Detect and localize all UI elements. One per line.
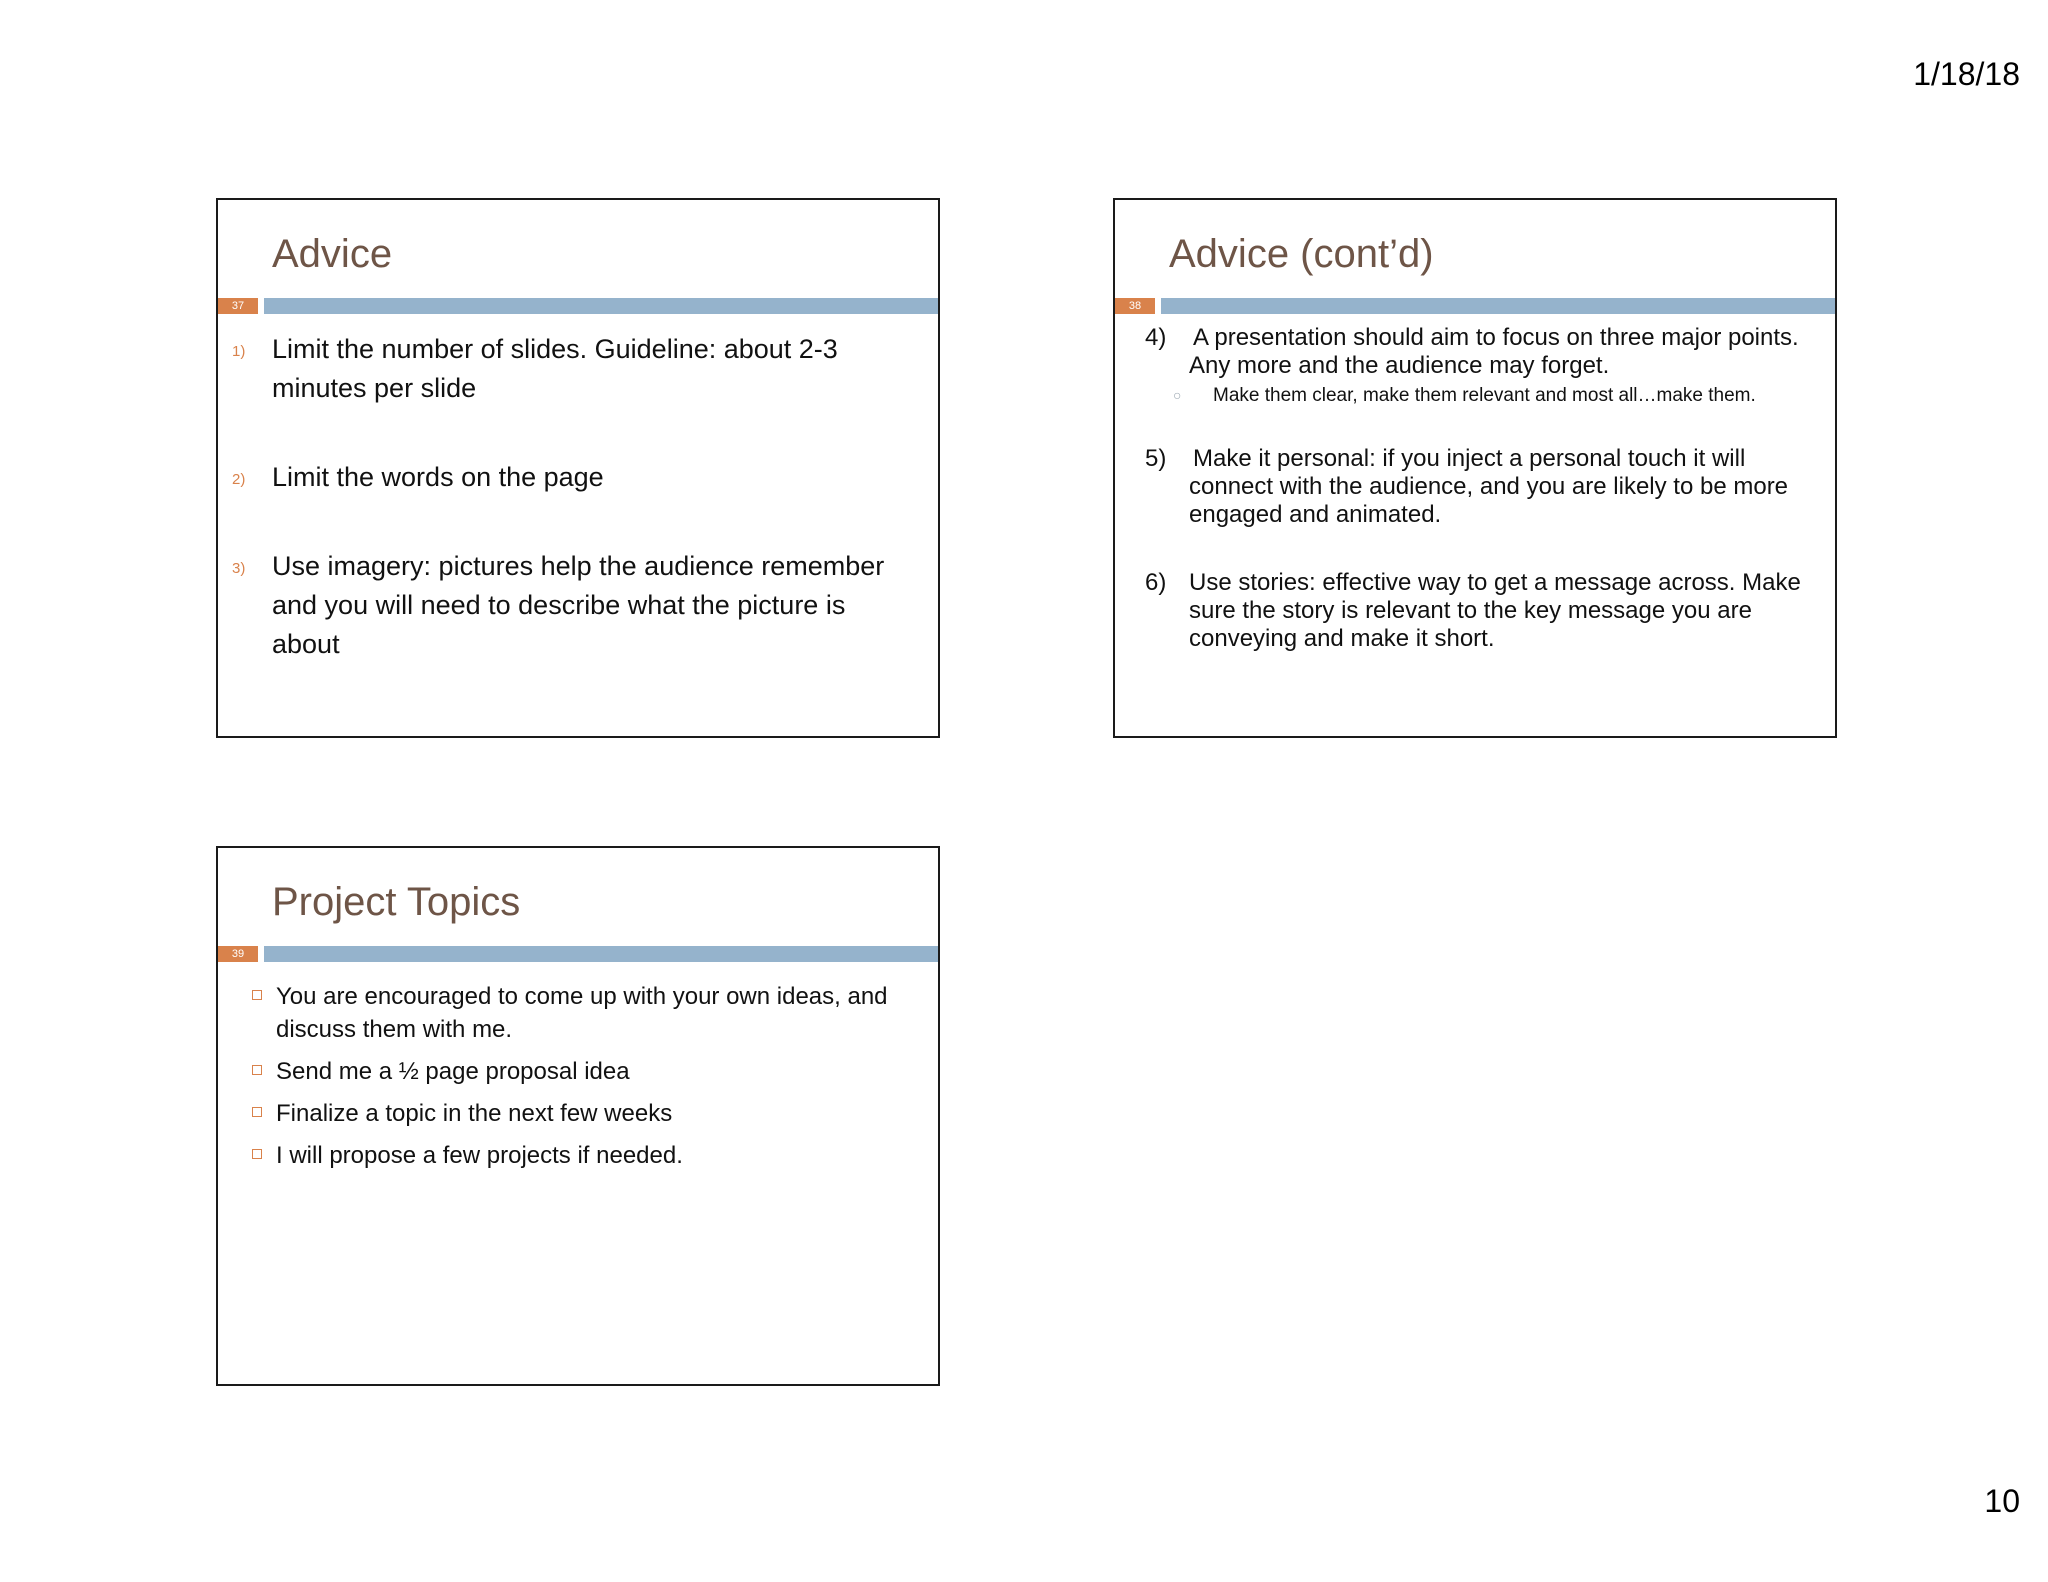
list-item-text: A presentation should aim to focus on three major points. Any more and the audience may forget. [1189, 324, 1799, 379]
list-item [218, 1139, 938, 1172]
bullet-list [218, 980, 938, 1181]
title-divider-bar [1161, 298, 1835, 314]
circle-bullet-icon: ○ [1173, 387, 1182, 403]
square-bullet-icon [252, 1065, 262, 1075]
list-item-text: Finalize a topic in the next few weeks [276, 1100, 673, 1127]
sub-list-item [1115, 384, 1835, 407]
list-item-text: Make it personal: if you inject a personal touch it will connect with the audience, and you are likely to be more engaged and animated. [1189, 445, 1789, 528]
list-item-text: Use stories: effective way to get a message across. Make sure the story is relevant to the key message you are conveying and make it short. [1189, 569, 1801, 652]
page-date: 1/18/18 [1913, 56, 2020, 92]
list-item [218, 458, 938, 497]
list-number: 4) [1145, 324, 1167, 351]
numbered-list [218, 330, 938, 664]
slide-thumbnail-39[interactable] [216, 846, 940, 1386]
slide-thumbnail-37[interactable] [216, 198, 940, 738]
list-item-text: Send me a ½ page proposal idea [276, 1058, 630, 1085]
list-number: 2) [232, 471, 246, 488]
list-item-text: Limit the words on the page [272, 462, 604, 492]
list-number: 6) [1145, 569, 1167, 596]
slide-number-badge: 38 [1115, 298, 1155, 314]
slide-title: Advice (cont’d) [1169, 232, 1434, 276]
list-item [1115, 324, 1835, 380]
page-number: 10 [1984, 1483, 2020, 1519]
list-item [218, 980, 938, 1046]
list-number: 3) [232, 560, 246, 577]
slide-number-badge: 39 [218, 946, 258, 962]
list-item [1115, 569, 1835, 653]
list-item [218, 547, 938, 664]
list-number: 1) [232, 343, 246, 360]
list-item-text: You are encouraged to come up with your own ideas, and discuss them with me. [276, 983, 888, 1043]
square-bullet-icon [252, 990, 262, 1000]
list-item [218, 1097, 938, 1130]
list-item-text: Limit the number of slides. Guideline: about 2-3 minutes per slide [272, 334, 838, 403]
title-divider-bar [264, 298, 938, 314]
numbered-list [1115, 324, 1835, 653]
slide-number-badge: 37 [218, 298, 258, 314]
list-item [218, 330, 938, 408]
sub-list-item-text: Make them clear, make them relevant and most all…make them. [1213, 385, 1756, 406]
title-divider-bar [264, 946, 938, 962]
list-item-text: Use imagery: pictures help the audience remember and you will need to describe what the picture is about [272, 551, 885, 659]
square-bullet-icon [252, 1107, 262, 1117]
slide-title: Project Topics [272, 880, 521, 924]
square-bullet-icon [252, 1149, 262, 1159]
slide-title: Advice [272, 232, 393, 276]
list-number: 5) [1145, 445, 1167, 472]
list-item [1115, 445, 1835, 529]
list-item [218, 1055, 938, 1088]
list-item-text: I will propose a few projects if needed. [276, 1142, 683, 1169]
slide-thumbnail-38[interactable] [1113, 198, 1837, 738]
